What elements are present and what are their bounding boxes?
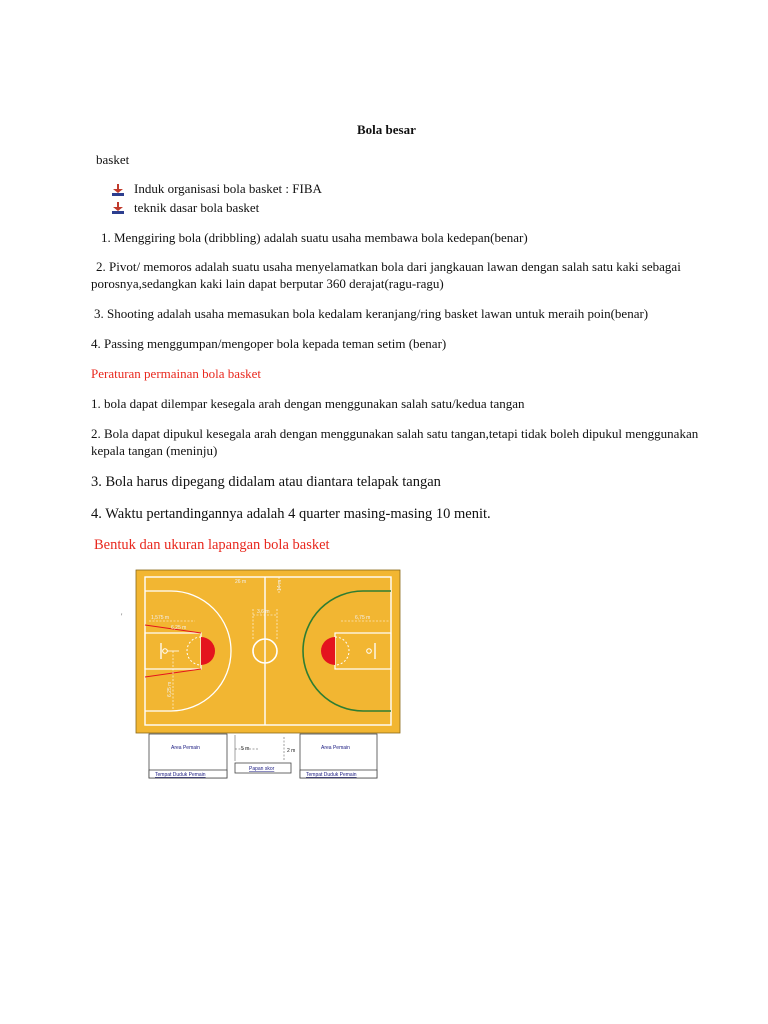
technique-item: 1. Menggiring bola (dribbling) adalah suatu usaha membawa bola kedepan(benar) [101, 230, 528, 245]
page-title: Bola besar [357, 122, 416, 137]
dimension-label: 5 m [241, 746, 250, 752]
technique-item: 4. Passing menggumpan/mengoper bola kepada teman setim (benar) [91, 336, 447, 351]
section-label: basket [96, 152, 130, 167]
dimension-label: 6,25 m [171, 625, 187, 631]
dimension-label: 2 m [287, 748, 296, 754]
stray-mark: ' [121, 612, 123, 621]
bullet-text: teknik dasar bola basket [134, 200, 260, 215]
court-surface [136, 570, 400, 733]
rule-item: 1. bola dapat dilempar kesegala arah dengan menggunakan salah satu/kedua tangan [91, 396, 525, 411]
rules-heading: Peraturan permainan bola basket [91, 366, 262, 381]
rule-item: 4. Waktu pertandingannya adalah 4 quarter masing-masing 10 menit. [91, 506, 491, 522]
court-diagram [131, 569, 401, 781]
dimension-label: 1,575 m [151, 615, 170, 621]
arrow-bullet-icon [112, 184, 124, 196]
rule-item: 2. Bola dapat dipukul kesegala arah dengan menggunakan salah satu tangan,tetapi tidak boleh dipukul menggunakan [91, 426, 699, 441]
dimension-label-length: 26 m [235, 579, 247, 585]
rule-item-continued: kepala tangan (meninju) [91, 443, 218, 458]
area-label: Area Pemain [171, 745, 200, 751]
dimension-label: 6,75 m [355, 615, 371, 621]
bullet-text: Induk organisasi bola basket : FIBA [134, 181, 322, 196]
court-svg [131, 569, 401, 781]
dimension-label-center: 3,6 m [257, 609, 270, 615]
arrow-bullet-icon [112, 202, 124, 214]
rule-item: 3. Bola harus dipegang didalam atau diantara telapak tangan [91, 474, 441, 490]
scoreboard-label: Papan skor [249, 766, 275, 772]
technique-item: 2. Pivot/ memoros adalah suatu usaha menyelamatkan bola dari jangkauan lawan dengan salah satu kaki sebagai [96, 259, 681, 274]
dimension-label: 6,25 m [167, 681, 173, 697]
technique-item: 3. Shooting adalah usaha memasukan bola kedalam keranjang/ring basket lawan untuk meraih poin(benar) [94, 306, 649, 321]
dimension-label-width: 14 m [277, 579, 283, 591]
bench-label: Tempat Duduk Pemain [306, 772, 357, 778]
technique-item-continued: porosnya,sedangkan kaki lain dapat berputar 360 derajat(ragu-ragu) [91, 276, 444, 291]
bench-label: Tempat Duduk Pemain [155, 772, 206, 778]
area-label: Area Pemain [321, 745, 350, 751]
court-heading: Bentuk dan ukuran lapangan bola basket [94, 537, 330, 553]
